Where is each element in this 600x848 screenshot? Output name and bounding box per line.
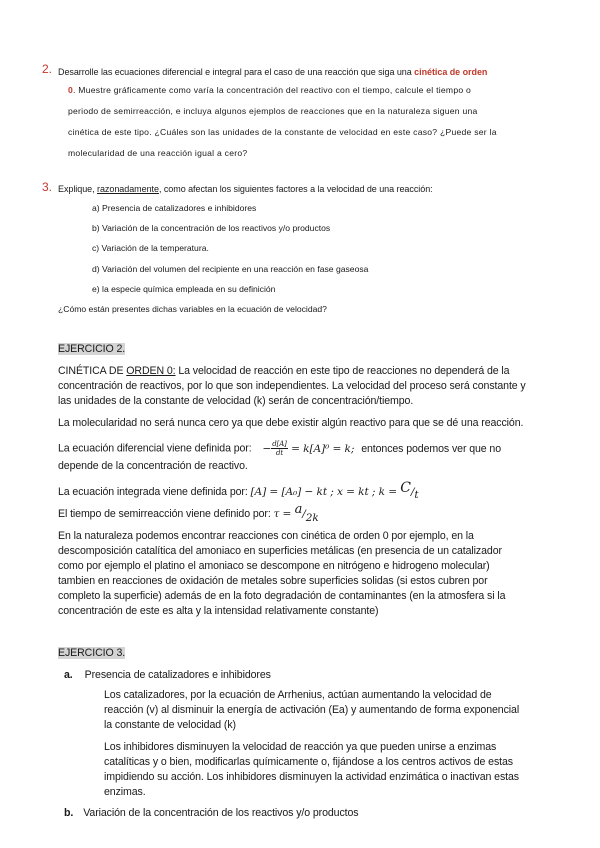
question-3-closing: ¿Cómo están presentes dichas variables en la ecuación de velocidad? <box>58 304 327 314</box>
ejercicio-3-item-b: b. Variación de la concentración de los reactivos y/o productos <box>64 807 359 819</box>
ejercicio-2-heading: EJERCICIO 2. <box>58 343 126 355</box>
ejercicio-3-a-p2-line3: impidiendo su acción. Los inhibidores disminuyen la actividad enzimática o inactivan estas <box>104 771 519 783</box>
question-3-line1: Explique, razonadamente, como afectan los siguientes factores a la velocidad de una reacción: <box>58 184 433 194</box>
ejercicio-2-p6-line2: descomposición catalítica del amoniaco en superficies metálicas (en presencia de un catalizador <box>58 545 502 557</box>
question-3-option-b: b) Variación de la concentración de los reactivos y/o productos <box>92 223 331 233</box>
ejercicio-2-p3-line1: La ecuación diferencial viene definida por: − $\frac{d[A]}{dt}$ = k[A]⁰ = k; entonces podemos ver que no <box>58 440 502 457</box>
question-3-option-e: e) la especie química empleada en su definición <box>92 284 276 294</box>
half-life-equation: τ = a/2k <box>273 502 319 524</box>
ejercicio-2-p6-line4: tambien en reacciones de oxidación de metales sobre superficies solidas (si estos cubren por <box>58 575 488 587</box>
ejercicio-3-a-p1-line1: Los catalizadores, por la ecuación de Arrhenius, actúan aumentando la velocidad de <box>104 689 492 701</box>
ejercicio-2-p1-line1: CINÉTICA DE ORDEN 0: La velocidad de reacción en este tipo de reacciones no dependerá de la <box>58 365 510 377</box>
question-2-line2: 0. Muestre gráficamente como varía la concentración del reactivo con el tiempo, calcule el tiempo o <box>68 85 472 95</box>
ejercicio-3-a-p2-line4: enzimas. <box>104 786 146 798</box>
ejercicio-2-p5: El tiempo de semirreacción viene definido por: τ = a/2k <box>58 502 319 524</box>
ejercicio-2-p4: La ecuación integrada viene definida por: [A] = [A₀] − kt ; x = kt ; k = C/t <box>58 480 419 501</box>
ejercicio-3-heading: EJERCICIO 3. <box>58 647 126 659</box>
question-3-option-d: d) Variación del volumen del recipiente en una reacción en fase gaseosa <box>92 264 369 274</box>
ejercicio-3-a-p2-line2: catalíticas y o bien, modificarlas químicamente o, fijándose a los centros activos de estas <box>104 756 513 768</box>
ejercicio-3-a-p1-line3: la constante de velocidad (k) <box>104 719 236 731</box>
question-3-number: 3. <box>42 180 53 194</box>
question-2-line4: cinética de este tipo. ¿Cuáles son las unidades de la constante de velocidad en este caso? ¿Puede ser la <box>68 127 497 137</box>
ejercicio-2-p1-line3: las unidades de la constante de velocidad (k) serán de concentración/tiempo. <box>58 395 414 407</box>
question-2-line3: periodo de semirreacción, e incluya algunos ejemplos de reacciones que en la naturaleza siguen una <box>68 106 478 116</box>
ejercicio-2-p1-line2: concentración de reactivos, por lo que son independientes. La velocidad del proceso será constante y <box>58 380 526 392</box>
ejercicio-2-p6-line5: completo la superficie) además de en la foto degradación de contaminantes (en la atmosfera si la <box>58 590 506 602</box>
differential-equation: − $\frac{d[A]}{dt}$ = k[A]⁰ = k; <box>262 440 355 457</box>
ejercicio-3-item-a: a. Presencia de catalizadores e inhibidores <box>64 669 271 681</box>
ejercicio-3-a-p2-line1: Los inhibidores disminuyen la velocidad de reacción ya que pueden unirse a enzimas <box>104 741 497 753</box>
question-3-option-c: c) Variación de la temperatura. <box>92 243 209 253</box>
question-2-highlight: cinética de orden <box>414 67 488 77</box>
ejercicio-3-a-p1-line2: reacción (v) al disminuir la energía de activación (Ea) y aumentando de forma exponencial <box>104 704 520 716</box>
question-3-option-a: a) Presencia de catalizadores e inhibidores <box>92 203 257 213</box>
ejercicio-2-p6-line1: En la naturaleza podemos encontrar reacciones con cinética de orden 0 por ejemplo, en la <box>58 530 474 542</box>
ejercicio-2-p2: La molecularidad no será nunca cero ya que debe existir algún reactivo para que se dé una reacción. <box>58 417 524 429</box>
question-2-line1: Desarrolle las ecuaciones diferencial e integral para el caso de una reacción que siga una cinética de orden <box>58 67 488 77</box>
ejercicio-2-p6-line3: como por ejemplo el platino el amoniaco se descompone en nitrógeno e hidrogeno molecular) <box>58 560 490 572</box>
question-2-number: 2. <box>42 62 53 76</box>
ejercicio-2-p6-line6: concentración de este es alta y la intensidad relativamente constante) <box>58 605 379 617</box>
ejercicio-2-p3-line2: depende de la concentración de reactivo. <box>58 460 248 472</box>
integrated-equation: [A] = [A₀] − kt ; x = kt ; k = C/t <box>250 480 419 501</box>
question-2-line5: molecularidad de una reacción igual a cero? <box>68 148 248 158</box>
